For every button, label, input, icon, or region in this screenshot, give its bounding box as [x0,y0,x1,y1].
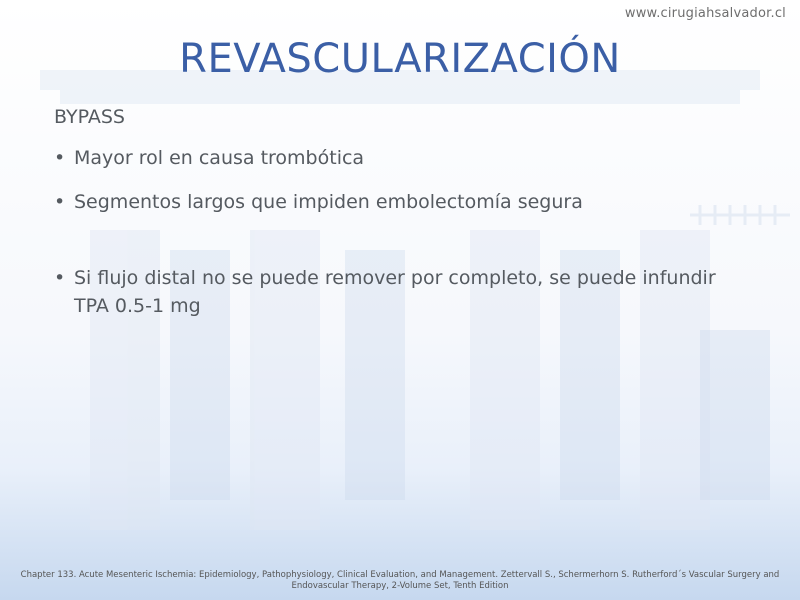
bullet-icon: • [54,191,66,213]
bullet-icon: • [54,267,66,289]
bullet-text: Mayor rol en causa trombótica [74,147,365,169]
bullet-list [54,144,754,320]
subheading: BYPASS [54,106,125,128]
bullet-text: Segmentos largos que impiden embolectomía segura [74,191,583,213]
slide-title: REVASCULARIZACIÓN [179,36,621,82]
site-url: www.cirugiahsalvador.cl [624,6,786,21]
bullet-item [54,264,754,320]
bullet-item [54,188,754,216]
slide-body [54,106,754,336]
bullet-icon: • [54,147,66,169]
bullet-item [54,144,754,172]
reference-citation: Chapter 133. Acute Mesenteric Ischemia: Epidemiology, Pathophysiology, Clinical Evaluation, and Management. Zettervall S., Schermerhorn S. Rutherford´s Vascular Surgery and Endovascular Therapy, 2-Volume Set, Tenth Edition [20,570,780,591]
bullet-text: Si flujo distal no se puede remover por completo, se puede infundir TPA 0.5-1 mg [74,267,716,317]
